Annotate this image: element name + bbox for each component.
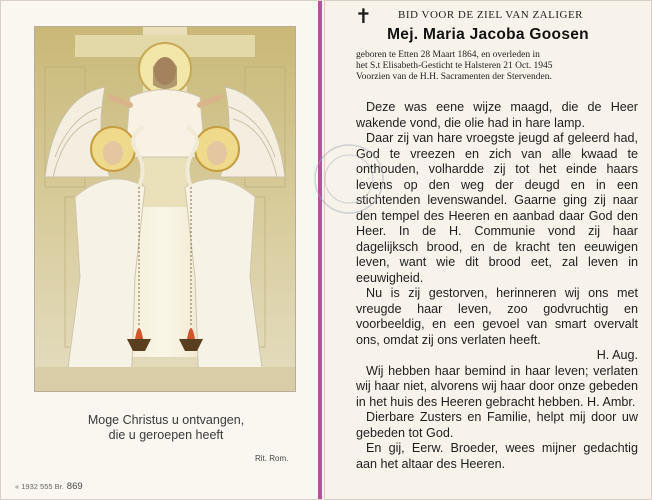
signature-row <box>356 348 638 364</box>
born-line-3: Voorzien van de H.H. Sacramenten der Stervenden. <box>356 72 552 82</box>
deceased-name: Mej. Maria Jacoba Goosen <box>387 26 589 43</box>
paragraph-broeder: En gij, Eerw. Broeder, wees mijner gedachtig aan het altaar des Heeren. <box>356 441 638 471</box>
born-line-1: geboren te Etten 28 Maart 1864, en overleden in <box>356 50 540 60</box>
printer-mark <box>15 481 83 492</box>
rite-credit: Rit. Rom. <box>255 454 289 463</box>
paragraph-youth: Daar zij van hare vroegste jeugd af geleerd had, God te vreezen en zich van alle kwaad te onthouden, volhardde zij tot het einde haars levens op den weg der deugd en in een stichtenden levenswandel. Gaarne ging zij naar den tempel des Heeren en aanbad daar God den Heer. In de H. Communie vond zij haar dagelijksch brood, en de kracht ten eeuwigen leven, want wie dit brood eet, zal leven in eeuwigheid. <box>356 131 638 285</box>
paragraph-family: Dierbare Zusters en Familie, helpt mij door uw gebeden tot God. <box>356 410 638 440</box>
caption-line-2: die u geroepen heeft <box>108 428 224 442</box>
birth-death-details <box>356 50 646 83</box>
caption-line-1: Moge Christus u ontvangen, <box>87 413 245 427</box>
devotional-illustration <box>34 26 296 392</box>
holy-card-front <box>0 0 322 500</box>
paragraph-wise-virgin: Deze was eene wijze maagd, die de Heer wakende vond, die olie had in hare lamp. <box>356 100 638 130</box>
printer-number: 869 <box>66 481 83 492</box>
paragraph-death: Nu is zij gestorven, herinneren wij ons met vreugde haar leven, zoo godvruchtig en voorbeeldig, en een gevoel van smart overvalt ons, omdat zij ons verlaten heeft. <box>356 286 638 347</box>
memorial-text <box>356 100 638 472</box>
archive-stamp <box>312 142 386 216</box>
printer-mark-text: « 1932 555 Br. <box>15 482 64 491</box>
prayer-header: BID VOOR DE ZIEL VAN ZALIGER <box>398 9 583 21</box>
cross-icon: ✝ <box>355 4 372 28</box>
paragraph-ambr: Wij hebben haar bemind in haar leven; verlaten wij haar niet, alvorens wij haar door onze gebeden in het huis des Heeren gebracht hebben. H. Ambr. <box>356 363 638 409</box>
signature-aug: H. Aug. <box>596 348 638 362</box>
born-line-2: het S.t Elisabeth-Gesticht te Halsteren 21 Oct. 1945 <box>356 61 553 71</box>
